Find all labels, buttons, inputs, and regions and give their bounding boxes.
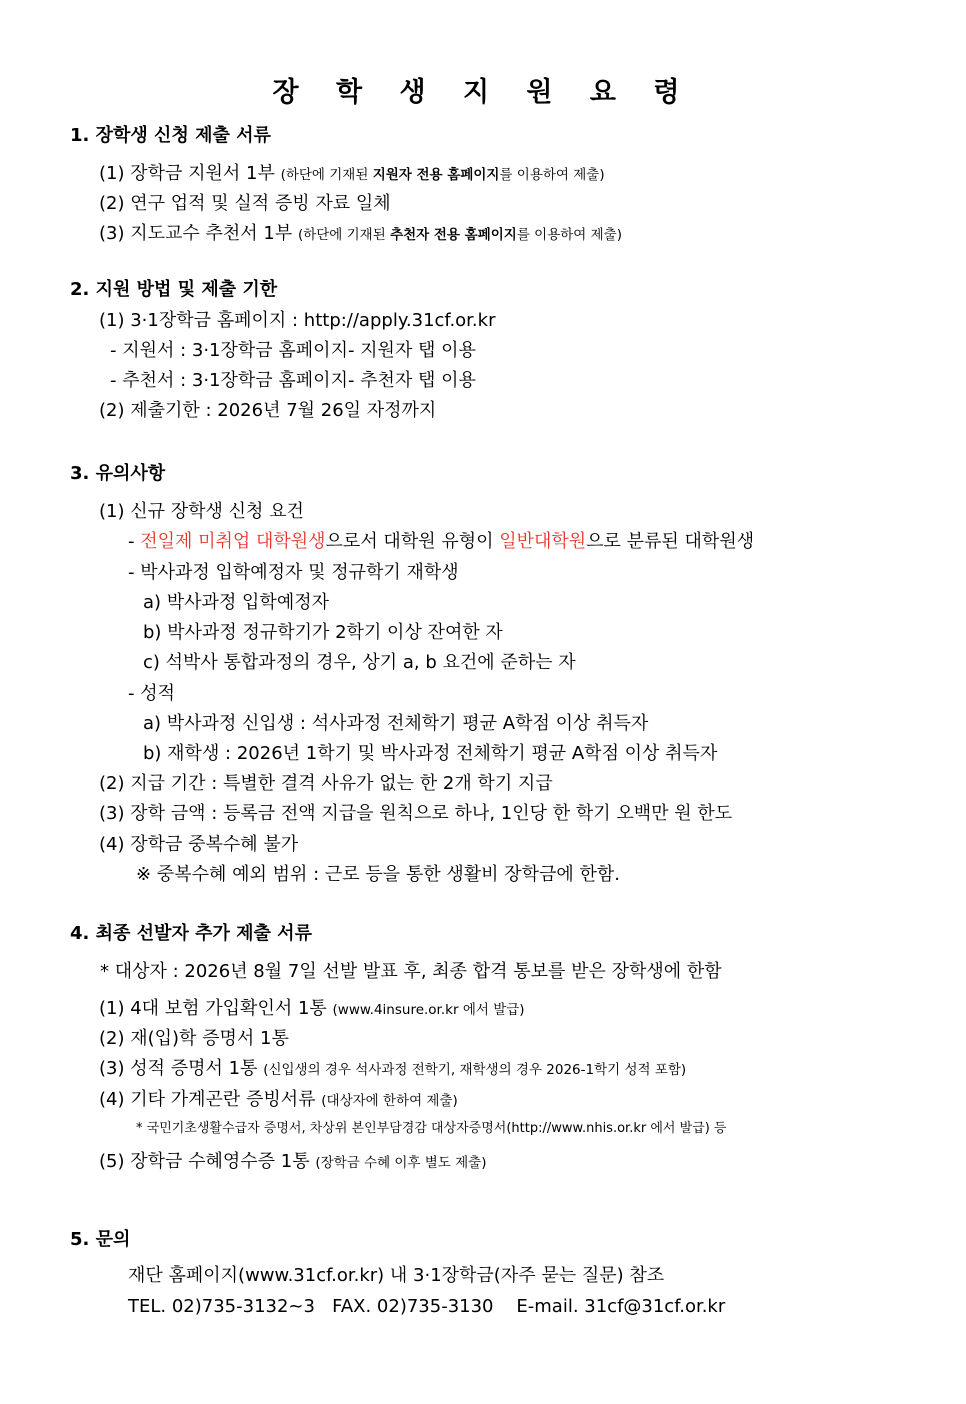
s1-item-2: (2) 연구 업적 및 실적 증빙 자료 일체 bbox=[99, 193, 391, 214]
s2-item-2: - 지원서 : 3·1장학금 홈페이지- 지원자 탭 이용 bbox=[110, 340, 476, 361]
highlight-general-grad: 일반대학원 bbox=[499, 531, 587, 552]
s3-item-6: c) 석박사 통합과정의 경우, 상기 a, b 요건에 준하는 자 bbox=[143, 652, 576, 673]
contact-homepage: 재단 홈페이지(www.31cf.or.kr) 내 3·1장학금(자주 묻는 질문) 참조 bbox=[128, 1265, 665, 1286]
s1-item-1-text: (1) 장학금 지원서 1부 bbox=[99, 163, 275, 184]
s1-item-3-note: (하단에 기재된 추천자 전용 홈페이지를 이용하여 제출) bbox=[297, 227, 622, 243]
s1-item-3-text: (3) 지도교수 추천서 1부 bbox=[99, 223, 293, 244]
s3-item-9: b) 재학생 : 2026년 1학기 및 박사과정 전체학기 평균 A학점 이상 취득자 bbox=[143, 743, 718, 764]
s4-item-5: (5) 장학금 수혜영수증 1통 (장학금 수혜 이후 별도 제출) bbox=[99, 1151, 487, 1172]
s3-item-1: (1) 신규 장학생 신청 요건 bbox=[99, 501, 304, 522]
s1-item-1-note: (하단에 기재된 지원자 전용 홈페이지를 이용하여 제출) bbox=[280, 167, 605, 183]
section-2-heading: 2. 지원 방법 및 제출 기한 bbox=[70, 279, 278, 300]
s4-item-4-sub: * 국민기초생활수급자 증명서, 차상위 본인부담경감 대상자증명서(http://www.nhis.or.kr 에서 발급) 등 bbox=[136, 1121, 727, 1136]
section-4-heading: 4. 최종 선발자 추가 제출 서류 bbox=[70, 923, 312, 944]
s2-item-3: - 추천서 : 3·1장학금 홈페이지- 추천자 탭 이용 bbox=[110, 370, 476, 391]
s1-item-3 bbox=[99, 222, 622, 247]
s3-item-2: - 전일제 미취업 대학원생으로서 대학원 유형이 일반대학원으로 분류된 대학원생 bbox=[128, 531, 755, 552]
s3-item-10: (2) 지급 기간 : 특별한 결격 사유가 없는 한 2개 학기 지급 bbox=[99, 773, 553, 794]
s4-item-1-note: (www.4insure.or.kr 에서 발급) bbox=[332, 1002, 525, 1018]
s4-target-note: * 대상자 : 2026년 8월 7일 선발 발표 후, 최종 합격 통보를 받은 장학생에 한함 bbox=[100, 961, 722, 982]
s2-item-4: (2) 제출기한 : 2026년 7월 26일 자정까지 bbox=[99, 400, 437, 421]
s4-item-3: (3) 성적 증명서 1통 (신입생의 경우 석사과정 전학기, 재학생의 경우 2026-1학기 성적 포함) bbox=[99, 1058, 687, 1079]
s3-item-11: (3) 장학 금액 : 등록금 전액 지급을 원칙으로 하나, 1인당 한 학기 오백만 원 한도 bbox=[99, 803, 733, 824]
s3-item-4: a) 박사과정 입학예정자 bbox=[143, 592, 329, 613]
s4-item-3-note: (신입생의 경우 석사과정 전학기, 재학생의 경우 2026-1학기 성적 포함) bbox=[263, 1062, 687, 1078]
s4-item-4: (4) 기타 가계곤란 증빙서류 (대상자에 한하여 제출) bbox=[99, 1089, 458, 1110]
contact-phone-fax-email: TEL. 02)735-3132~3 FAX. 02)735-3130 E-mail. 31cf@31cf.or.kr bbox=[128, 1296, 726, 1317]
section-5-heading: 5. 문의 bbox=[70, 1229, 131, 1250]
s3-item-13: ※ 중복수혜 예외 범위 : 근로 등을 통한 생활비 장학금에 한함. bbox=[136, 864, 621, 885]
s4-item-2: (2) 재(입)학 증명서 1통 bbox=[99, 1028, 289, 1049]
s3-item-5: b) 박사과정 정규학기가 2학기 이상 잔여한 자 bbox=[143, 622, 503, 643]
section-3-heading: 3. 유의사항 bbox=[70, 463, 166, 484]
s3-item-3: - 박사과정 입학예정자 및 정규학기 재학생 bbox=[128, 562, 459, 583]
highlight-fulltime: 전일제 미취업 대학원생 bbox=[140, 531, 326, 552]
s3-item-8: a) 박사과정 신입생 : 석사과정 전체학기 평균 A학점 이상 취득자 bbox=[143, 713, 649, 734]
s3-item-12: (4) 장학금 중복수혜 불가 bbox=[99, 834, 299, 855]
page-title: 장 학 생 지 원 요 령 bbox=[272, 77, 694, 108]
section-1-heading: 1. 장학생 신청 제출 서류 bbox=[70, 125, 271, 146]
s4-item-4-note: (대상자에 한하여 제출) bbox=[321, 1093, 458, 1109]
s1-item-1 bbox=[99, 162, 605, 187]
s3-item-7: - 성적 bbox=[128, 683, 175, 704]
s4-item-5-note: (장학금 수혜 이후 별도 제출) bbox=[315, 1155, 487, 1171]
s2-item-1: (1) 3·1장학금 홈페이지 : http://apply.31cf.or.kr bbox=[99, 310, 496, 331]
s4-item-1: (1) 4대 보험 가입확인서 1통 (www.4insure.or.kr 에서 발급) bbox=[99, 998, 525, 1019]
